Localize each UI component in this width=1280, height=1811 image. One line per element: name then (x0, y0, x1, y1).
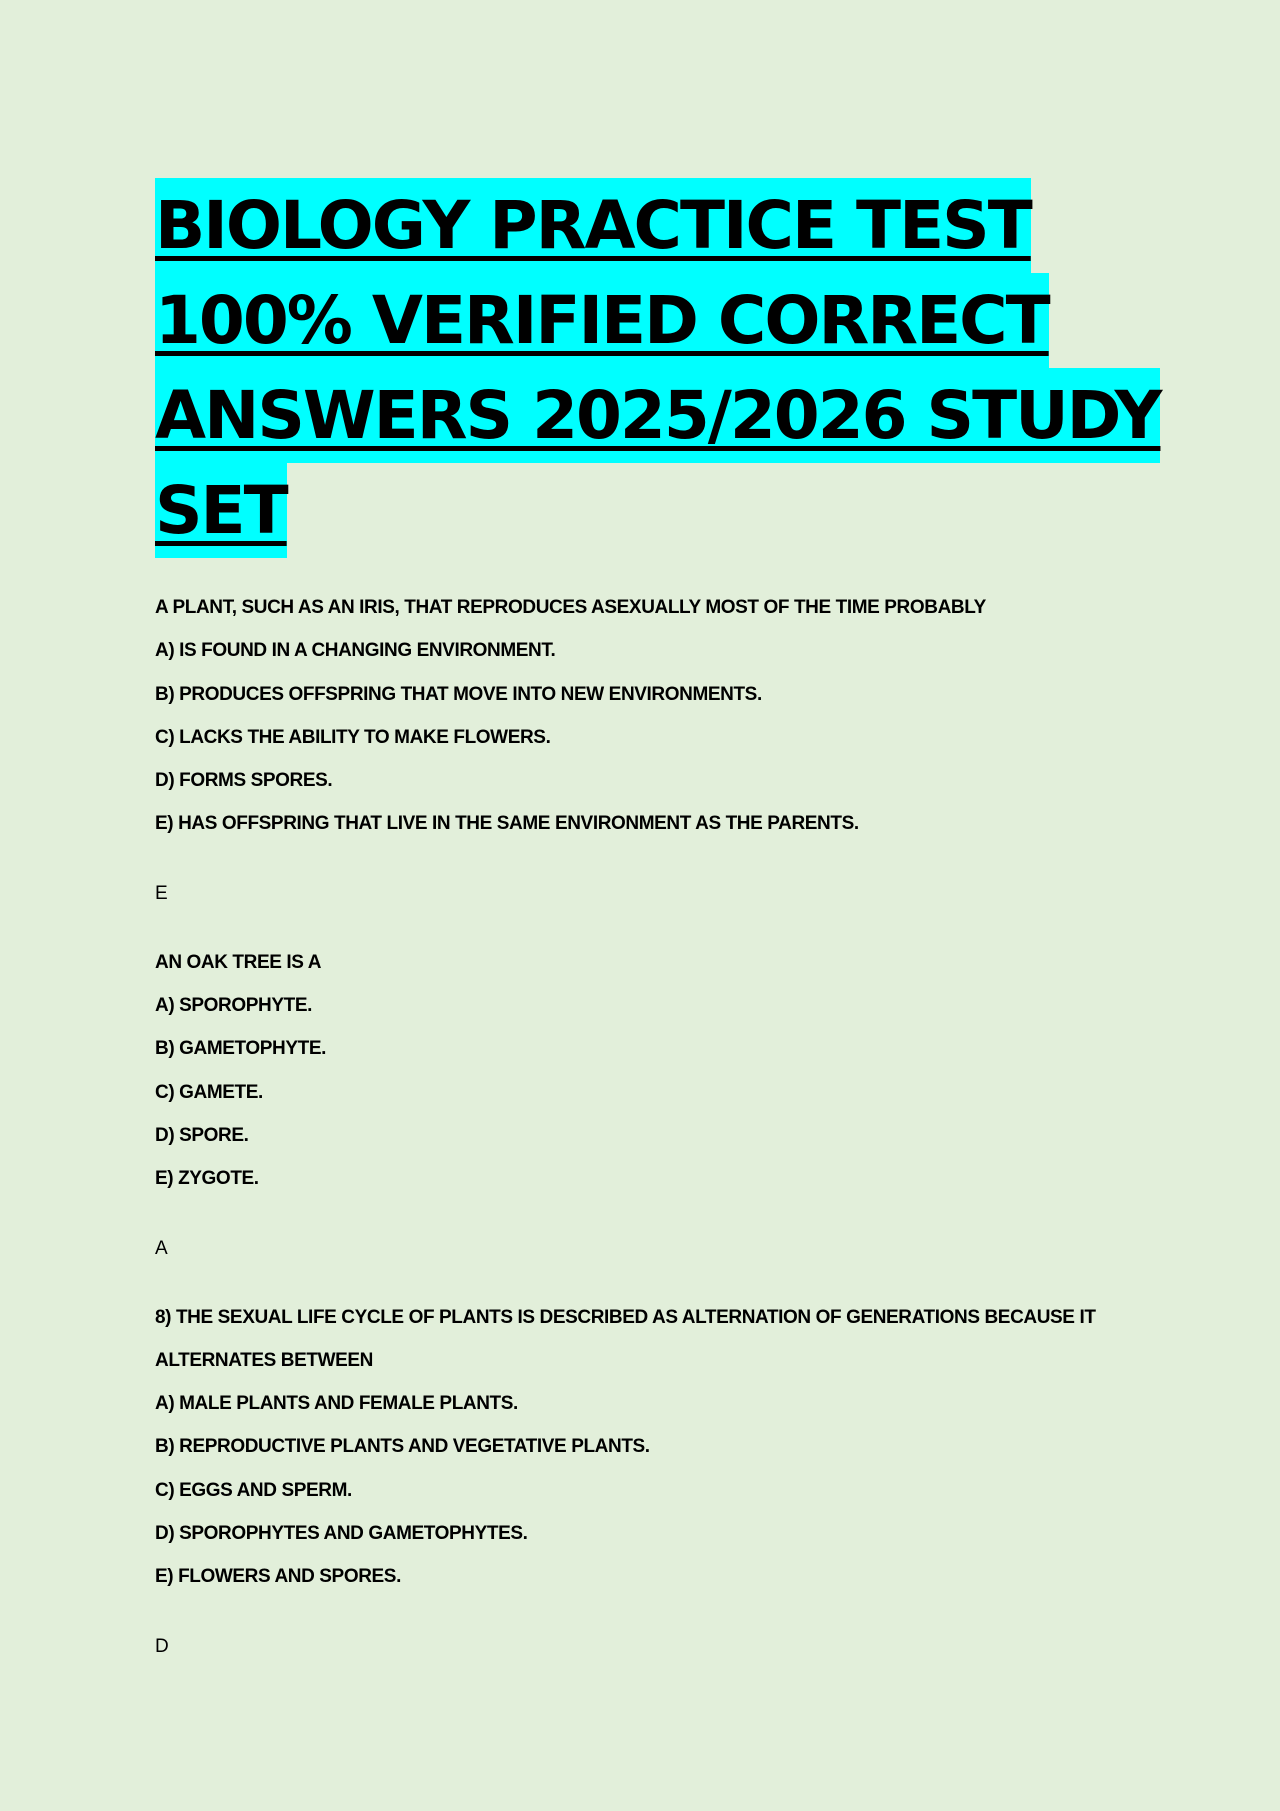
question-3-option-c: C) EGGS AND SPERM. (155, 1479, 352, 1501)
title-line-2: 100% VERIFIED CORRECT (155, 273, 1049, 368)
question-1-option-c: C) LACKS THE ABILITY TO MAKE FLOWERS. (155, 726, 551, 748)
question-1-stem: A PLANT, SUCH AS AN IRIS, THAT REPRODUCES ASEXUALLY MOST OF THE TIME PROBABLY (155, 597, 986, 618)
question-3 (155, 1296, 1140, 1599)
question-3-option-d: D) SPOROPHYTES AND GAMETOPHYTES. (155, 1523, 528, 1545)
title-line-3: ANSWERS 2025/2026 STUDY (155, 368, 1160, 463)
question-3-option-a: A) MALE PLANTS AND FEMALE PLANTS. (155, 1393, 518, 1415)
question-2-option-d: D) SPORE. (155, 1124, 249, 1146)
question-2 (155, 941, 1140, 1201)
question-3-option-b: B) REPRODUCTIVE PLANTS AND VEGETATIVE PLANTS. (155, 1436, 650, 1458)
question-1-option-d: D) FORMS SPORES. (155, 770, 333, 792)
question-2-option-a: A) SPOROPHYTE. (155, 995, 312, 1017)
question-1-option-b: B) PRODUCES OFFSPRING THAT MOVE INTO NEW ENVIRONMENTS. (155, 683, 762, 705)
question-1-option-e: E) HAS OFFSPRING THAT LIVE IN THE SAME ENVIRONMENT AS THE PARENTS. (155, 813, 859, 835)
question-2-option-c: C) GAMETE. (155, 1081, 263, 1103)
title-line-1: BIOLOGY PRACTICE TEST (155, 178, 1031, 273)
question-2-stem: AN OAK TREE IS A (155, 951, 322, 973)
document-title (155, 178, 1161, 558)
question-2-option-b: B) GAMETOPHYTE. (155, 1038, 326, 1060)
question-1 (155, 586, 1140, 846)
question-2-answer: A (155, 1237, 168, 1259)
question-3-stem: 8) THE SEXUAL LIFE CYCLE OF PLANTS IS DESCRIBED AS ALTERNATION OF GENERATIONS BECAUSE IT (155, 1306, 1096, 1328)
question-2-option-e: E) ZYGOTE. (155, 1168, 259, 1190)
question-3-answer: D (155, 1635, 169, 1657)
question-1-option-a: A) IS FOUND IN A CHANGING ENVIRONMENT. (155, 640, 556, 662)
title-line-4: SET (155, 463, 287, 558)
question-3-option-e: E) FLOWERS AND SPORES. (155, 1566, 401, 1588)
question-3-stem-continued: ALTERNATES BETWEEN (155, 1349, 373, 1371)
question-1-answer: E (155, 882, 168, 904)
